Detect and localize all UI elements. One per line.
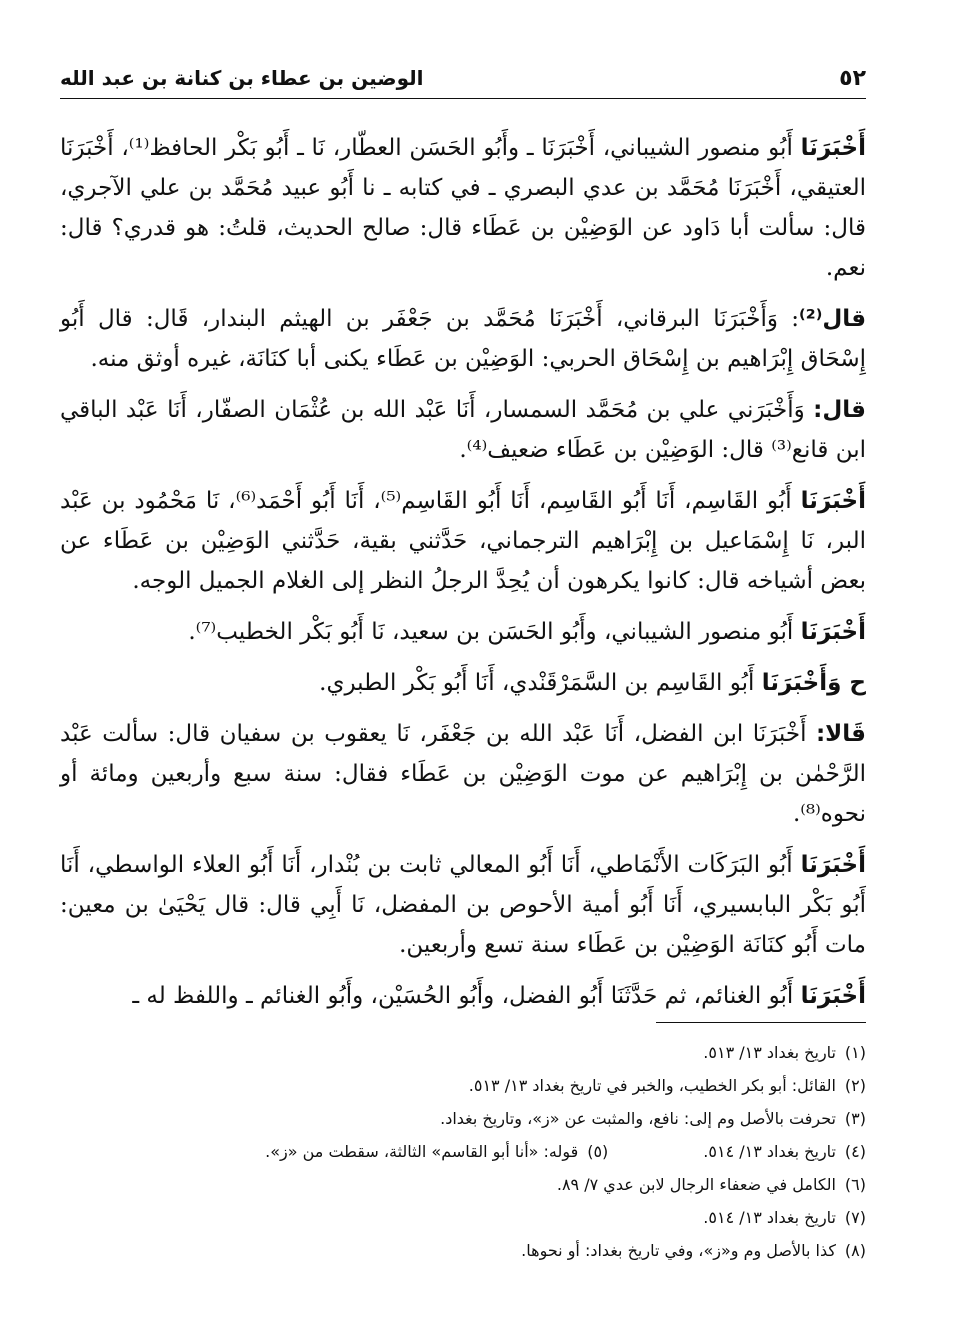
running-title: الوضين بن عطاء بن كنانة بن عبد الله xyxy=(60,66,424,90)
paragraph-text: أَبُو الغنائم، ثم حَدَّثَنَا أَبُو الفضل، وأَبُو الحُسَيْن، وأَبُو الغنائم ـ واللفظ له ـ xyxy=(132,983,801,1009)
footnote-text: قوله: «أنا أبو القاسم» الثالثة، سقطت من «ز». xyxy=(265,1142,579,1161)
footnote-number: (٢) xyxy=(844,1076,866,1095)
footnote-text: تاريخ بغداد ١٣/ ٥١٣. xyxy=(703,1043,836,1062)
footnote-number: (٧) xyxy=(844,1208,866,1227)
paragraph xyxy=(60,299,866,379)
footnote-number: (٦) xyxy=(844,1175,866,1194)
footnote xyxy=(60,1234,866,1267)
paragraph xyxy=(60,128,866,288)
footnote-text: تحرفت بالأصل وم إلى: نافع، والمثبت عن «ز»، وتاريخ بغداد. xyxy=(440,1109,836,1128)
footnote xyxy=(60,1135,866,1168)
paragraph-lead: أَخْبَرَنَا xyxy=(800,852,866,878)
paragraph-text: وَأَخْبَرَني علي بن مُحَمَّد السمسار، أَنَا عَبْد الله بن عُثْمَان الصفّار، أَنَا عَبْد الباقي ابن قانع⁽³⁾ قال: الوَضِيْن بن عَطَاء ضعيف⁽⁴⁾. xyxy=(60,397,866,463)
paragraph-text: أَبُو القَاسِم، أَنَا أَبُو القَاسِم، أَنَا أَبُو القَاسِم⁽⁵⁾، أَنَا أَبُو أَحْمَد⁽⁶⁾، نَا مَحْمُود بن عَبْد البر، نَا إِسْمَاعيل بن إِبْرَاهيم الترجماني، حَدَّثني بقية، حَدَّثني الوَضِيْن بن عَطَاء عن بعض أشياخه قال: كانوا يكرهون أن يُحِدَّ الرجلُ النظر إلى الغلام الجميل الوجه. xyxy=(60,488,866,594)
paragraph-lead: أَخْبَرَنَا xyxy=(800,619,866,645)
footnote-text: تاريخ بغداد ١٣/ ٥١٤. xyxy=(703,1208,836,1227)
paragraph xyxy=(60,976,866,1016)
paragraph xyxy=(60,845,866,965)
page-number: ٥٢ xyxy=(839,65,866,91)
footnote-number: (١) xyxy=(844,1043,866,1062)
footnote-number: (٨) xyxy=(844,1241,866,1260)
footnote xyxy=(60,1102,866,1135)
paragraph xyxy=(60,612,866,652)
paragraph-lead: قَالا: xyxy=(815,721,866,747)
footnote xyxy=(60,1036,866,1069)
paragraph-text: أَبُو منصور الشيباني، وأَبُو الحَسَن بن سعيد، نَا أَبُو بَكْر الخطيب⁽⁷⁾. xyxy=(188,619,801,645)
footnote-divider xyxy=(656,1022,866,1023)
footnote xyxy=(60,1069,866,1102)
footnote-number: (٤) xyxy=(844,1142,866,1161)
footnote-number: (٥) xyxy=(587,1142,609,1161)
paragraph xyxy=(60,390,866,470)
main-text xyxy=(60,128,866,1027)
footnote-text: الكامل في ضعفاء الرجال لابن عدي ٧/ ٨٩. xyxy=(556,1175,836,1194)
paragraph-text: أَخْبَرَنَا ابن الفضل، أَنَا عَبْد الله بن جَعْفَر، نَا يعقوب بن سفيان قال: سألت عَبْد الرَّحْمٰن بن إِبْرَاهيم عن موت الوَضِيْن بن عَطَاء فقال: سنة سبع وأربعين ومائة أو نحوه⁽⁸⁾. xyxy=(60,721,866,827)
footnote-text: كذا بالأصل وم و«ز»، وفي تاريخ بغداد: أو نحوها. xyxy=(521,1241,836,1260)
paragraph xyxy=(60,663,866,703)
footnote xyxy=(60,1168,866,1201)
footnote-number: (٣) xyxy=(844,1109,866,1128)
paragraph-text: أَبُو البَرَكَات الأَنْمَاطي، أَنَا أَبُو المعالي ثابت بن بُنْدار، أَنَا أَبُو العلاء الواسطي، أَنَا أَبُو بَكْر البابسيري، أَنَا أَبُو أمية الأحوص بن المفضل، نَا أَبِي قال: قال يَحْيَىٰ بن معين: مات أَبُو كنَانَة الوَضِيْن بن عَطَاء سنة تسع وأربعين. xyxy=(60,852,866,958)
paragraph-text: أَبُو منصور الشيباني، أَخْبَرَنَا ـ وأَبُو الحَسَن العطّار، نَا ـ أَبُو بَكْر الحافظ⁽¹⁾، أَخْبَرَنَا العتيقي، أَخْبَرَنَا مُحَمَّد بن عدي البصري ـ في كتابه ـ نا أَبُو عبيد مُحَمَّد بن علي الآجري، قال: سألت أبا دَاود عن الوَضِيْن بن عَطَاء قال: صالح الحديث، قلتُ: هو قدري؟ قال: نعم. xyxy=(60,135,866,281)
paragraph-text: : وَأَخْبَرَنَا البرقاني، أَخْبَرَنَا مُحَمَّد بن جَعْفَر بن الهيثم البندار، قَال: قال أَبُو إِسْحَاق إِبْرَاهيم بن إِسْحَاق الحربي: الوَضِيْن بن عَطَاء يكنى أبا كنَانَة، غيره أوثق منه. xyxy=(60,306,866,372)
page-header xyxy=(60,58,866,99)
paragraph-lead: ح وَأَخْبَرَنَا xyxy=(761,670,866,696)
paragraph-lead: أَخْبَرَنَا xyxy=(800,488,867,514)
footnote-text: القائل: أبو بكر الخطيب، والخبر في تاريخ بغداد ١٣/ ٥١٣. xyxy=(468,1076,836,1095)
footnote xyxy=(60,1201,866,1234)
paragraph-lead: أَخْبَرَنَا xyxy=(800,135,866,161)
paragraph xyxy=(60,481,866,601)
paragraph xyxy=(60,714,866,834)
footnote-text: تاريخ بغداد ١٣/ ٥١٤. xyxy=(703,1142,836,1161)
paragraph-text: أَبُو القَاسِم بن السَّمَرْقَنْدي، أَنَا أَبُو بَكْر الطبري. xyxy=(319,670,762,696)
paragraph-lead: قال⁽²⁾ xyxy=(799,306,866,332)
footnotes xyxy=(60,1036,866,1267)
paragraph-lead: أَخْبَرَنَا xyxy=(800,983,866,1009)
paragraph-lead: قال: xyxy=(813,397,866,423)
